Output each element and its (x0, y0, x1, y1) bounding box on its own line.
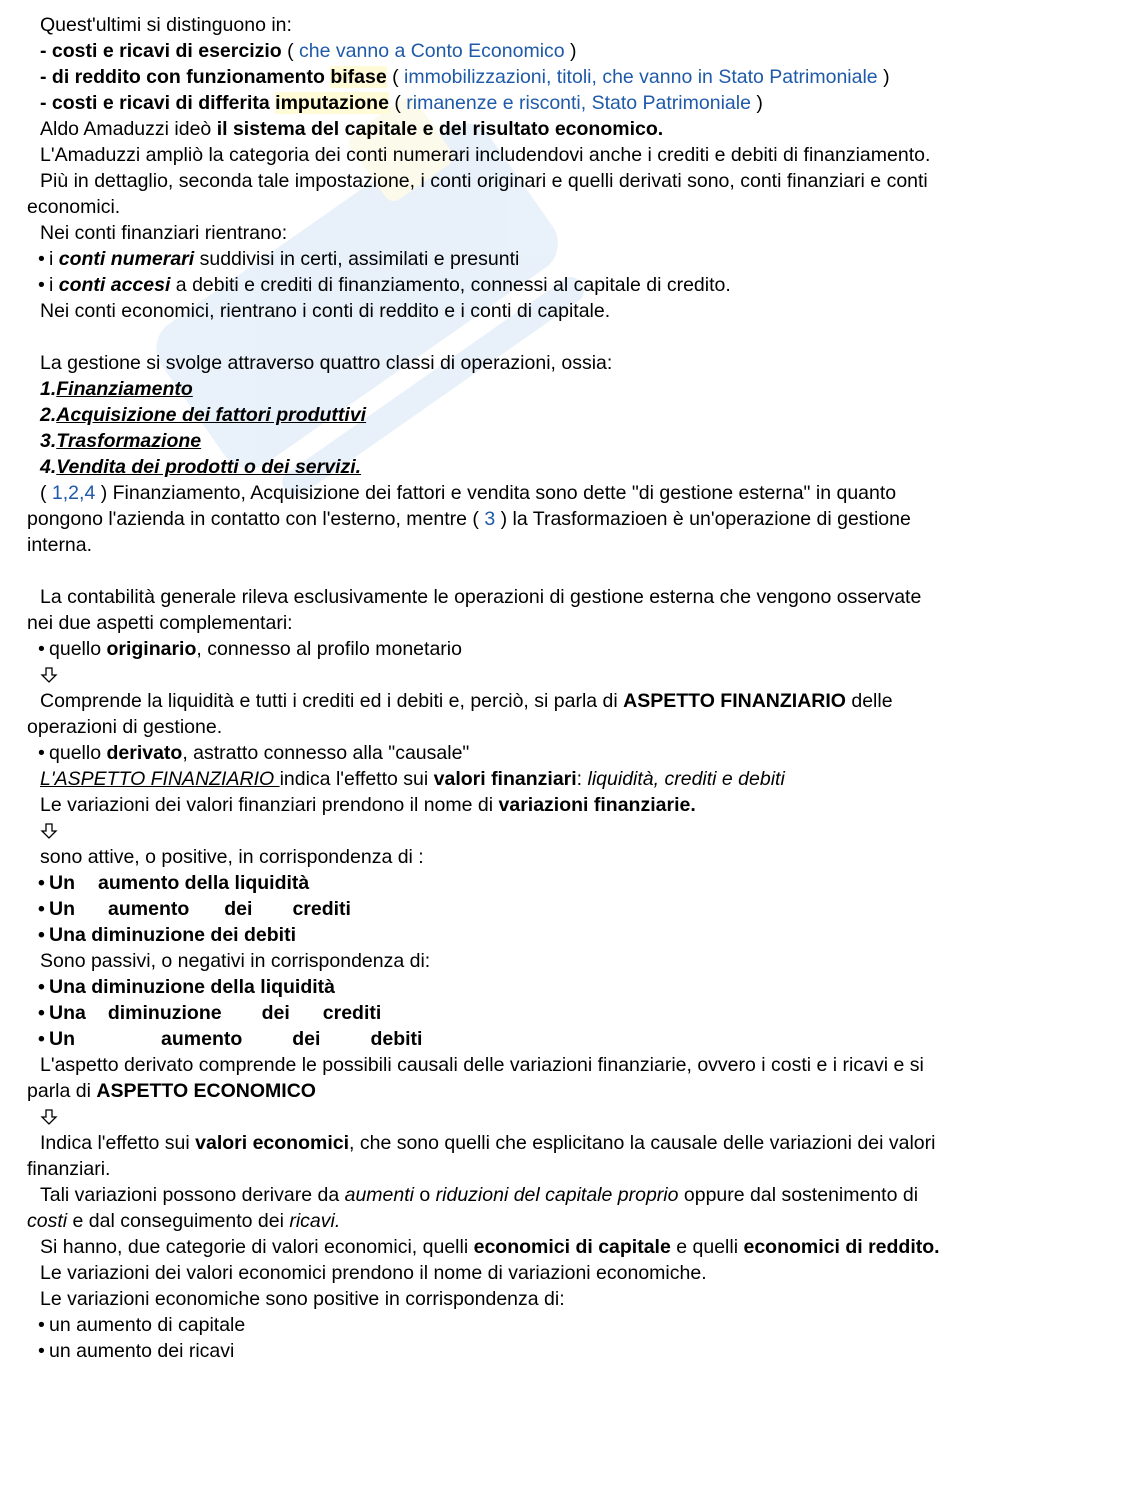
text: crediti (292, 898, 351, 920)
text: a debiti e crediti di finanziamento, connessi al capitale di credito. (170, 274, 731, 296)
bold-text: originario (106, 638, 197, 660)
bullet-icon: • (38, 976, 45, 998)
bullet-icon: • (38, 1340, 45, 1362)
operation-number: 1. (40, 378, 57, 400)
blue-note: 1,2,4 (51, 482, 96, 504)
text-line (27, 1182, 1119, 1208)
text: : (576, 768, 588, 790)
text: diminuzione (107, 1002, 222, 1024)
highlighted-text: imputazione (275, 92, 389, 114)
text: oppure dal sostenimento di (678, 1184, 919, 1206)
text: ) (877, 66, 890, 88)
text: indica l'effetto sui (279, 768, 434, 790)
text: parla di (27, 1080, 97, 1102)
bullet-icon: • (38, 872, 45, 894)
text: ( (40, 482, 52, 504)
text: ( (281, 40, 300, 62)
text-line: nei due aspetti complementari: (27, 612, 293, 634)
bullet-icon: • (38, 1314, 45, 1336)
text-line: Le variazioni dei valori economici prendono il nome di variazioni economiche. (40, 1262, 707, 1284)
bullet-item (27, 246, 1119, 272)
text-line: operazioni di gestione. (27, 716, 223, 738)
bold-text: - di reddito con funzionamento (40, 66, 331, 88)
operation-number: 3. (40, 430, 57, 452)
negative-item-3 (27, 1026, 1119, 1052)
bold-text: valori finanziari (433, 768, 577, 790)
text: , che sono quelli che esplicitano la causale delle variazioni dei valori (349, 1132, 936, 1154)
text: un aumento di capitale (49, 1314, 246, 1336)
text: dei (224, 898, 253, 920)
text-line (27, 116, 1119, 142)
positive-item-3 (27, 922, 1119, 948)
positive-item-2 (27, 896, 1119, 922)
text: quello (49, 742, 107, 764)
bold-text: variazioni finanziarie. (498, 794, 696, 816)
text: Tali variazioni possono derivare da (40, 1184, 345, 1206)
text: ) (750, 92, 763, 114)
text: , connesso al profilo monetario (196, 638, 462, 660)
bullet-icon: • (38, 274, 45, 296)
text: Si hanno, due categorie di valori economici, quelli (40, 1236, 474, 1258)
italic-text: liquidità, crediti e debiti (587, 768, 785, 790)
text-line (27, 688, 1119, 714)
text-line: Le variazioni economiche sono positive in corrispondenza di: (40, 1288, 565, 1310)
operation-number: 4. (40, 456, 57, 478)
text: quello (49, 638, 107, 660)
bold-text: - costi e ricavi di differita (40, 92, 276, 114)
text-line (27, 506, 1119, 532)
text-line: Più in dettaglio, seconda tale impostazione, i conti originari e quelli derivati sono, conti finanziari e conti (40, 170, 928, 192)
spacer (27, 324, 1119, 350)
bullet-item (27, 272, 1119, 298)
blue-note: 3 (484, 508, 496, 530)
text: o (413, 1184, 436, 1206)
text: aumento (108, 898, 190, 920)
text: crediti (322, 1002, 382, 1024)
negative-item-1 (27, 974, 1119, 1000)
bullet-item (27, 1312, 1119, 1338)
text-line: interna. (27, 534, 93, 556)
bold-text: economici di capitale (473, 1236, 671, 1258)
text-line (27, 1078, 1119, 1104)
operation-label: Acquisizione dei fattori produttivi (56, 404, 367, 426)
text: pongono l'azienda in contatto con l'esterno, mentre ( (27, 508, 485, 530)
text: Un (49, 1028, 75, 1050)
text: ( (388, 92, 407, 114)
bold-text: valori economici (195, 1132, 350, 1154)
text: Indica l'effetto sui (40, 1132, 196, 1154)
text: delle (845, 690, 893, 712)
text-line: La gestione si svolge attraverso quattro classi di operazioni, ossia: (40, 352, 613, 374)
text: dei (261, 1002, 290, 1024)
text-line: Quest'ultimi si distinguono in: (40, 14, 292, 36)
bullet-icon: • (38, 924, 45, 946)
text: ( (386, 66, 405, 88)
spacer (27, 558, 1119, 584)
bullet-icon: • (38, 898, 45, 920)
text-line (27, 1208, 1119, 1234)
operation-item-4 (27, 454, 1119, 480)
text: aumento (161, 1028, 243, 1050)
text-line: La contabilità generale rileva esclusivamente le operazioni di gestione esterna che vengono osservate (40, 586, 922, 608)
negative-item-2 (27, 1000, 1119, 1026)
italic-underlined-text: L'ASPETTO FINANZIARIO (40, 768, 280, 790)
operation-item-2 (27, 402, 1119, 428)
operation-item-3 (27, 428, 1119, 454)
highlighted-text: bifase (330, 66, 387, 88)
bullet-icon: • (38, 742, 45, 764)
bullet-icon: • (38, 638, 45, 660)
bullet-icon: • (38, 248, 45, 270)
italic-text: costi (27, 1210, 68, 1232)
operation-item-1 (27, 376, 1119, 402)
text-line: L'aspetto derivato comprende le possibili causali delle variazioni finanziarie, ovvero i costi e i ricavi e si (40, 1054, 924, 1076)
text-line (27, 480, 1119, 506)
text: ) Finanziamento, Acquisizione dei fattori e vendita sono dette "di gestione esterna" in quanto (95, 482, 897, 504)
blue-note: rimanenze e risconti, Stato Patrimoniale (406, 92, 751, 114)
text-line (27, 766, 1119, 792)
bullet-item (27, 636, 1119, 662)
bold-text: derivato (106, 742, 183, 764)
text-line: L'Amaduzzi ampliò la categoria dei conti numerari includendovi anche i crediti e debiti di finanziamento. (40, 144, 931, 166)
text: i (49, 248, 59, 270)
text-line: economici. (27, 196, 121, 218)
operation-number: 2. (40, 404, 57, 426)
text-line (27, 792, 1119, 818)
bold-italic-text: conti numerari (58, 248, 195, 270)
text-line: Nei conti economici, rientrano i conti di reddito e i conti di capitale. (40, 300, 611, 322)
text: e dal conseguimento dei (67, 1210, 290, 1232)
text: Un (49, 872, 75, 894)
document-page (27, 12, 1119, 1364)
operation-label: Finanziamento (56, 378, 193, 400)
italic-text: ricavi. (289, 1210, 341, 1232)
text: un aumento dei ricavi (49, 1340, 235, 1362)
text-line (27, 90, 1119, 116)
text: Le variazioni dei valori finanziari prendono il nome di (40, 794, 499, 816)
operation-label: Vendita dei prodotti o dei servizi. (56, 456, 362, 478)
text: e quelli (670, 1236, 744, 1258)
text: ) la Trasformazioen è un'operazione di gestione (495, 508, 911, 530)
text-line: Sono passivi, o negativi in corrispondenza di: (40, 950, 431, 972)
bullet-icon: • (38, 1002, 45, 1024)
bold-italic-text: conti accesi (58, 274, 171, 296)
text: dei (292, 1028, 321, 1050)
blue-note: immobilizzazioni, titoli, che vanno in Stato Patrimoniale (404, 66, 878, 88)
positive-item-1 (27, 870, 1119, 896)
text-line (27, 38, 1119, 64)
text-line (27, 64, 1119, 90)
bold-text: - costi e ricavi di esercizio (40, 40, 282, 62)
bullet-item (27, 1338, 1119, 1364)
text: Aldo Amaduzzi ideò (40, 118, 217, 140)
text: suddivisi in certi, assimilati e presunti (194, 248, 520, 270)
bullet-icon: • (38, 1028, 45, 1050)
down-arrow-icon (27, 1104, 1119, 1130)
bold-text: ASPETTO ECONOMICO (96, 1080, 316, 1102)
italic-text: riduzioni del capitale proprio (435, 1184, 679, 1206)
text: i (49, 274, 59, 296)
text: ) (564, 40, 577, 62)
text-line: Nei conti finanziari rientrano: (40, 222, 288, 244)
bullet-item (27, 740, 1119, 766)
text: Una (49, 1002, 86, 1024)
text: aumento della liquidità (98, 872, 310, 894)
bold-text: economici di reddito. (743, 1236, 940, 1258)
text-line (27, 1130, 1119, 1156)
bold-text: il sistema del capitale e del risultato economico. (216, 118, 664, 140)
down-arrow-icon (27, 818, 1119, 844)
italic-text: aumenti (344, 1184, 414, 1206)
text: Un (49, 898, 75, 920)
text: debiti (370, 1028, 423, 1050)
operation-label: Trasformazione (56, 430, 202, 452)
blue-note: che vanno a Conto Economico (299, 40, 565, 62)
text: Una diminuzione dei debiti (49, 924, 297, 946)
text: , astratto connesso alla "causale" (182, 742, 470, 764)
down-arrow-icon (27, 662, 1119, 688)
text: Una diminuzione della liquidità (49, 976, 336, 998)
text-line: finanziari. (27, 1158, 111, 1180)
text-line (27, 1234, 1119, 1260)
text-line: sono attive, o positive, in corrispondenza di : (40, 846, 424, 868)
bold-text: ASPETTO FINANZIARIO (623, 690, 846, 712)
text: Comprende la liquidità e tutti i crediti ed i debiti e, perciò, si parla di (40, 690, 624, 712)
